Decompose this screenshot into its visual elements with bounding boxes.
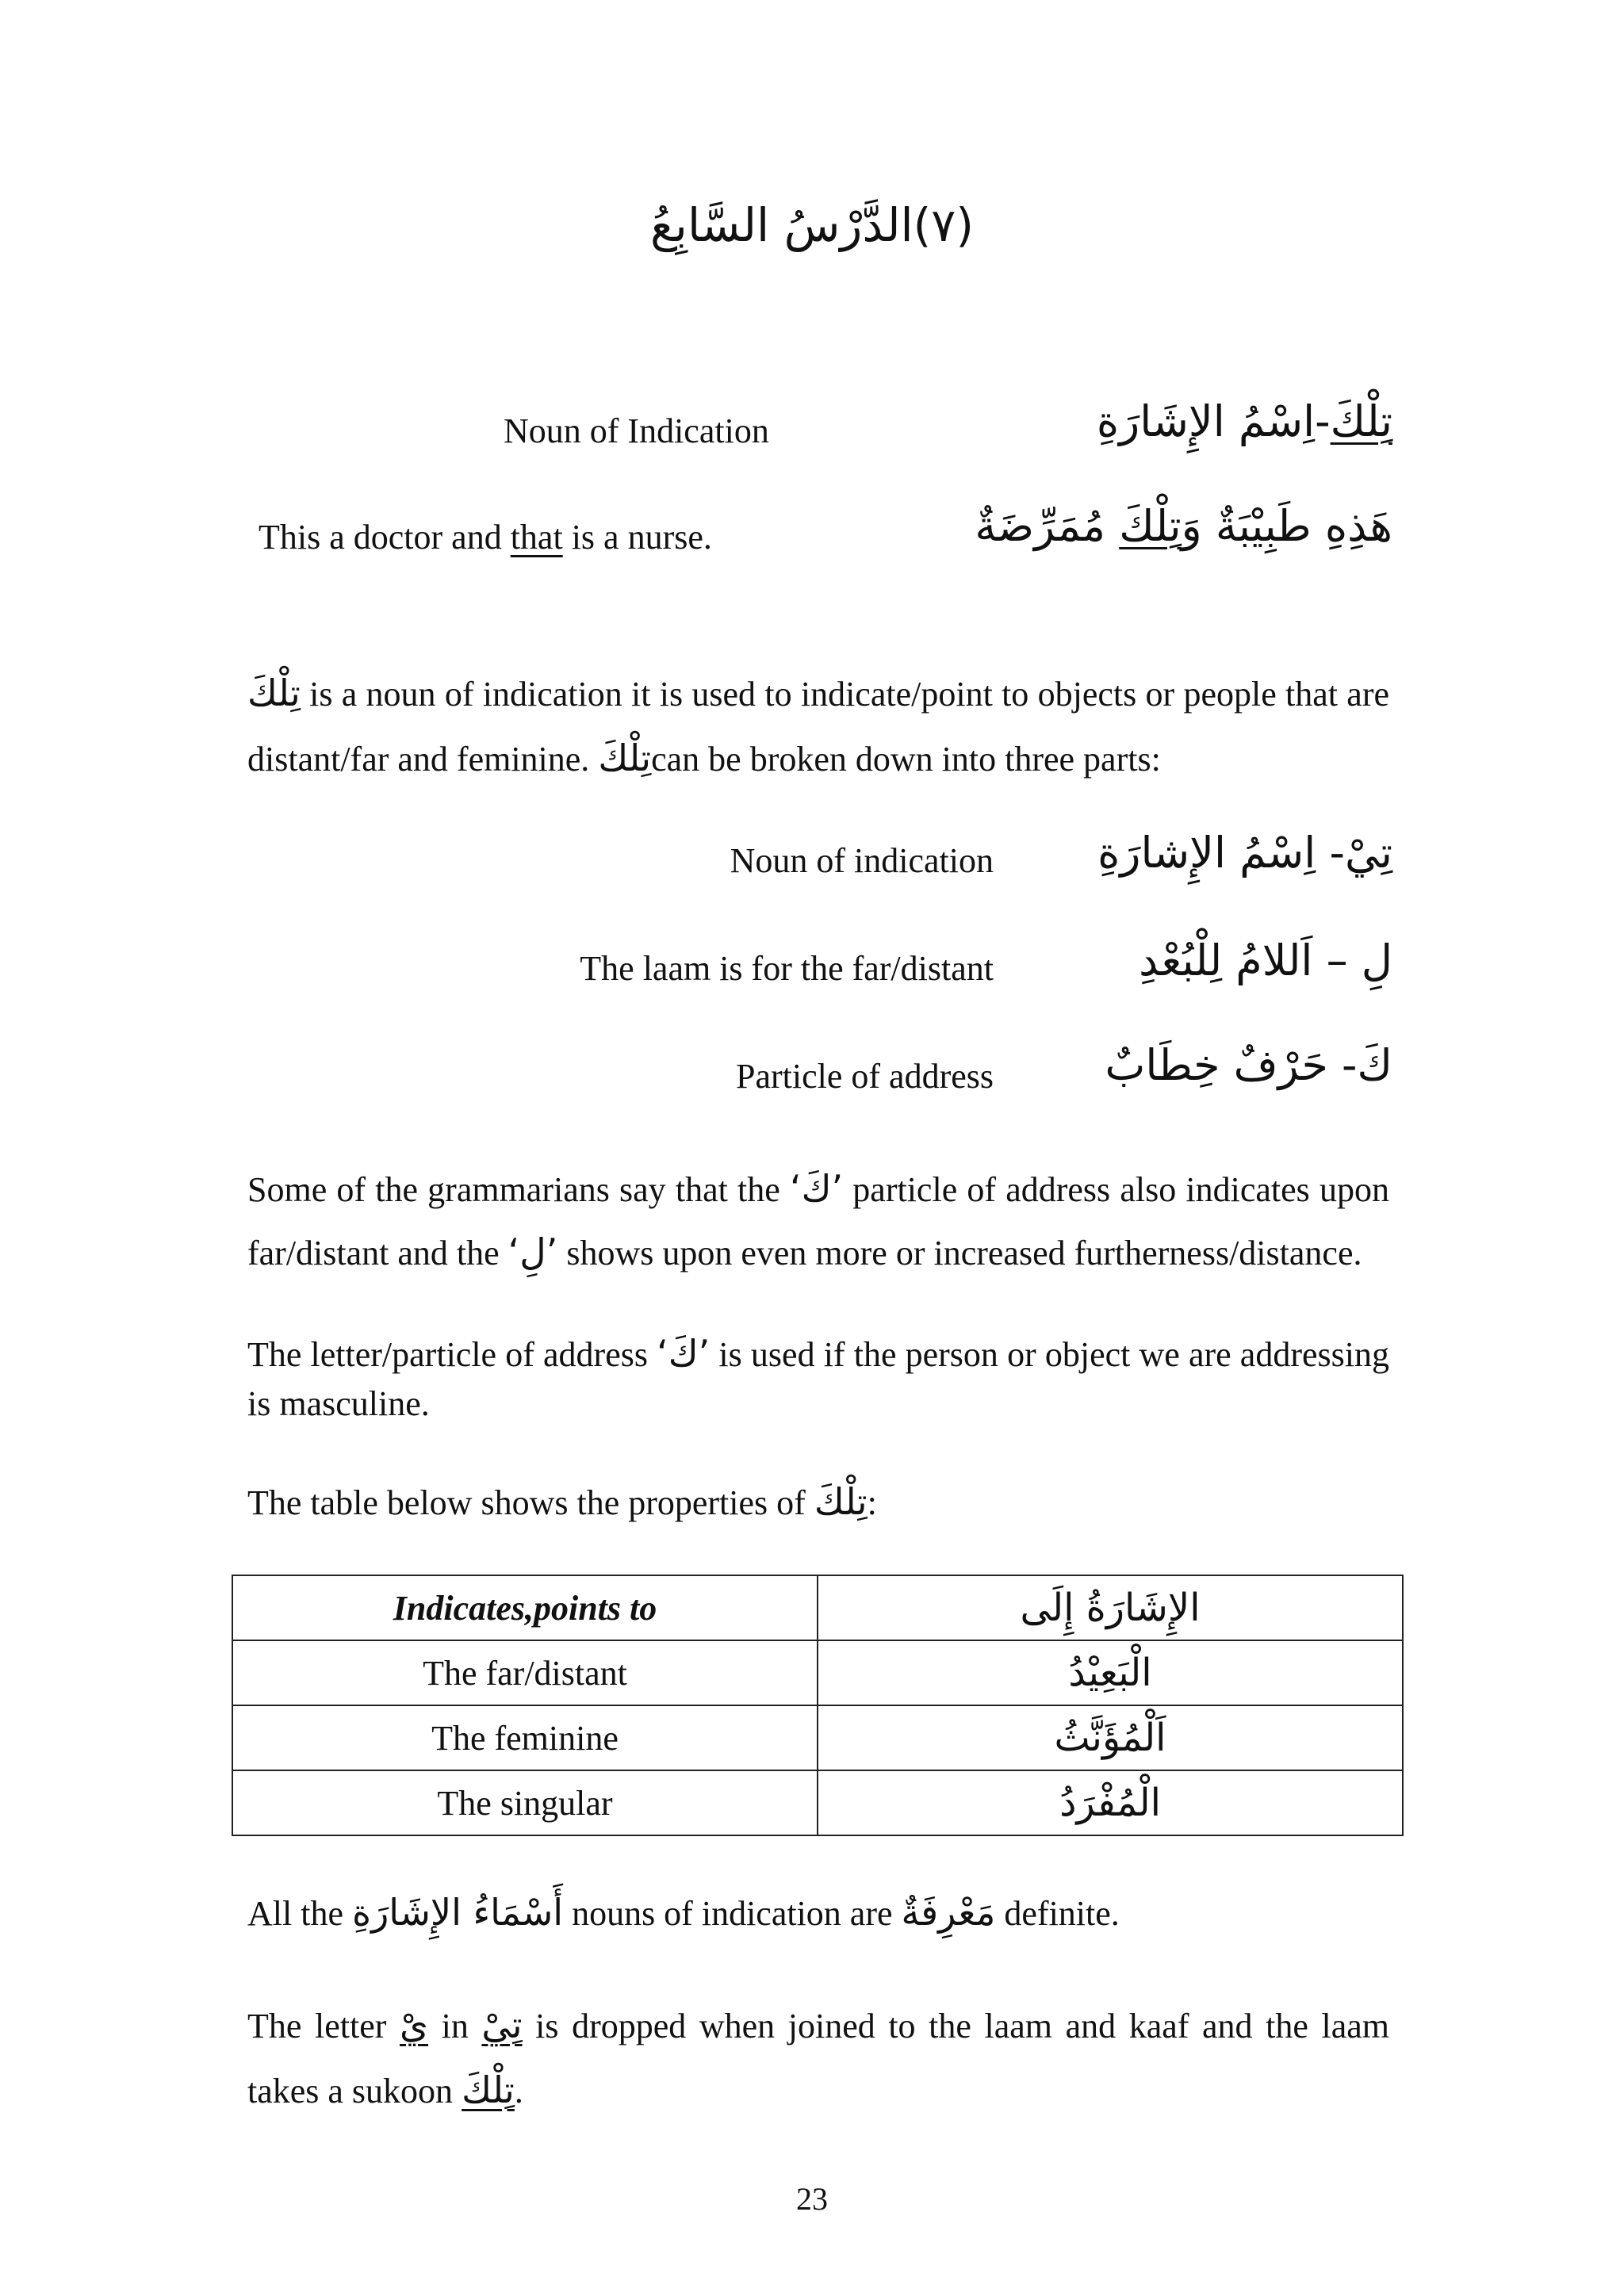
para2-kaf: ‘كَ’	[789, 1167, 844, 1210]
example-english	[259, 517, 712, 557]
definite-arabic2: مَعْرِفَةٌ	[901, 1891, 996, 1934]
intro-paragraph	[247, 661, 1389, 791]
particle-paragraph	[247, 1329, 1389, 1429]
dropped-letter-paragraph	[247, 1993, 1389, 2123]
dropped-text2: in	[428, 2007, 482, 2045]
table-cell-english: The far/distant	[232, 1640, 818, 1705]
heading-arabic	[1097, 396, 1392, 446]
part-2-english: The laam is for the far/distant	[580, 949, 994, 988]
dropped-word2: تِلْكَ	[462, 2068, 515, 2111]
para2-laam: ‘لِ’	[508, 1230, 558, 1273]
properties-table	[232, 1575, 1404, 1836]
table-intro-text: The table below shows the properties of	[247, 1483, 814, 1522]
example-english-underlined: that	[510, 518, 563, 557]
definite-text3: definite.	[995, 1894, 1120, 1933]
table-cell-english: The singular	[232, 1770, 818, 1835]
dropped-end: .	[514, 2072, 523, 2110]
para3-kaf: ‘كَ’	[657, 1332, 710, 1375]
heading-arabic-underlined: تِلْكَ	[1330, 396, 1392, 446]
table-intro-word: تِلْكَ	[814, 1480, 868, 1523]
heading-english: Noun of Indication	[504, 411, 769, 450]
lesson-title: (٧)الدَّرْسُ السَّابِعُ	[649, 198, 975, 252]
definite-arabic1: أَسْمَاءُ الإِشَارَةِ	[351, 1891, 564, 1934]
table-row	[232, 1705, 1403, 1770]
intro-text1: is a noun of indication it is used to indicate/point to objects or people that are distant/far and feminine.	[247, 675, 1389, 779]
part-3-english: Particle of address	[736, 1057, 994, 1096]
heading-arabic-rest: -اِسْمُ الإِشَارَةِ	[1096, 396, 1331, 446]
intro-text2: can be broken down into three parts:	[651, 740, 1161, 779]
table-intro	[247, 1478, 1389, 1527]
table-cell-arabic: اَلْمُؤَنَّثُ	[818, 1705, 1403, 1770]
para2-text2: particle of address also indicates upon far/distant and the	[247, 1170, 1389, 1272]
dropped-word: تِيْ	[481, 2003, 523, 2046]
example-arabic-part2: مُمَرِّضَةٌ	[975, 501, 1120, 551]
para2-text1: Some of the grammarians say that the	[247, 1170, 790, 1209]
table-row	[232, 1640, 1403, 1705]
table-cell-english: The feminine	[232, 1705, 818, 1770]
para2-text3: shows upon even more or increased furtherness/distance.	[557, 1234, 1362, 1272]
dropped-text1: The letter	[247, 2007, 400, 2045]
example-arabic	[975, 501, 1392, 551]
dropped-letter: يْ	[399, 2003, 428, 2046]
part-2-arabic: لِ – اَللامُ لِلْبُعْدِ	[1139, 936, 1392, 985]
table-header-row	[232, 1575, 1403, 1640]
para3-text1: The letter/particle of address	[247, 1335, 657, 1374]
page-number: 23	[796, 2181, 828, 2217]
example-arabic-part1: هَذِهِ طَبِيْبَةٌ وَ	[1181, 501, 1392, 551]
table-cell-arabic: الْبَعِيْدُ	[818, 1640, 1403, 1705]
table-intro-colon: :	[867, 1483, 877, 1522]
table-header-arabic: الإِشَارَةُ إِلَى	[818, 1575, 1403, 1640]
part-3-arabic: كَ- حَرْفٌ خِطَابٌ	[1105, 1040, 1392, 1090]
intro-word: تِلْكَ	[247, 672, 301, 714]
part-1-english: Noun of indication	[730, 841, 994, 880]
dropped-text3: is dropped when joined to the laam and kaaf and the laam takes a sukoon	[247, 2007, 1389, 2110]
example-english-before: This a doctor and	[259, 518, 511, 557]
table-row	[232, 1770, 1403, 1835]
grammarians-paragraph	[247, 1158, 1389, 1284]
table-cell-arabic: الْمُفْرَدُ	[818, 1770, 1403, 1835]
table-header-english: Indicates,points to	[232, 1575, 818, 1640]
part-1-arabic: تِيْ- اِسْمُ الإِشارَةِ	[1097, 828, 1392, 878]
example-english-after: is a nurse.	[562, 518, 712, 557]
definite-paragraph	[247, 1887, 1389, 1939]
definite-text2: nouns of indication are	[563, 1894, 902, 1933]
definite-text1: All the	[247, 1894, 352, 1933]
para3-text2: is used if the person or object we are addressing is masculine.	[247, 1335, 1389, 1423]
example-arabic-underlined: تِلْكَ	[1119, 501, 1182, 551]
intro-word2: تِلْكَ	[598, 737, 652, 779]
